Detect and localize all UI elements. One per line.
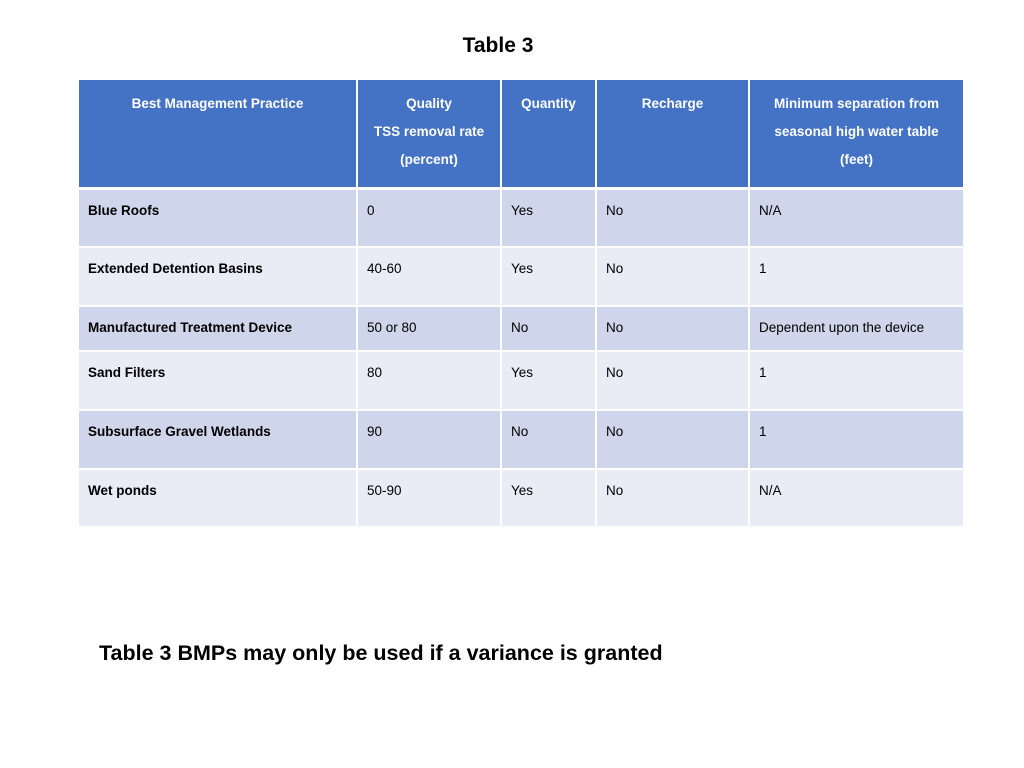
cell-practice: Blue Roofs [79,188,357,247]
column-header-recharge [596,80,749,188]
cell-quantity: Yes [501,247,596,306]
header-line: Minimum separation from [773,96,940,111]
cell-quality: 50-90 [357,469,501,527]
cell-quantity: Yes [501,469,596,527]
header-line: TSS removal rate [373,124,485,139]
cell-practice: Wet ponds [79,469,357,527]
header-line: (feet) [840,152,873,167]
table-row [79,247,963,306]
header-line: seasonal high water table [774,124,939,139]
cell-separation: Dependent upon the device [749,306,963,351]
cell-practice: Manufactured Treatment Device [79,306,357,351]
cell-practice: Extended Detention Basins [79,247,357,306]
cell-separation: 1 [749,410,963,469]
cell-separation: 1 [749,351,963,410]
cell-quantity: Yes [501,351,596,410]
cell-quality: 50 or 80 [357,306,501,351]
table-row [79,410,963,469]
page-title: Table 3 [462,34,534,57]
cell-quantity: No [501,410,596,469]
bmp-table [79,80,963,528]
cell-quality: 0 [357,188,501,247]
cell-recharge: No [596,410,749,469]
cell-separation: N/A [749,188,963,247]
cell-quantity: Yes [501,188,596,247]
header-line: Quality [406,96,452,111]
cell-practice: Subsurface Gravel Wetlands [79,410,357,469]
table-row [79,188,963,247]
cell-quality: 90 [357,410,501,469]
footnote: Table 3 BMPs may only be used if a variance is granted [99,641,663,665]
cell-recharge: No [596,247,749,306]
cell-quality: 80 [357,351,501,410]
table-row [79,351,963,410]
header-line: Quantity [521,96,576,111]
cell-recharge: No [596,188,749,247]
cell-recharge: No [596,469,749,527]
cell-quantity: No [501,306,596,351]
header-line: Best Management Practice [131,96,304,111]
column-header-quality [357,80,501,188]
header-line: Recharge [641,96,704,111]
column-header-practice [79,80,357,188]
table-header-row [79,80,963,188]
column-header-separation [749,80,963,188]
cell-practice: Sand Filters [79,351,357,410]
table-row [79,469,963,527]
cell-quality: 40-60 [357,247,501,306]
cell-separation: 1 [749,247,963,306]
cell-separation: N/A [749,469,963,527]
cell-recharge: No [596,351,749,410]
column-header-quantity [501,80,596,188]
header-line: (percent) [400,152,458,167]
cell-recharge: No [596,306,749,351]
table-row [79,306,963,351]
